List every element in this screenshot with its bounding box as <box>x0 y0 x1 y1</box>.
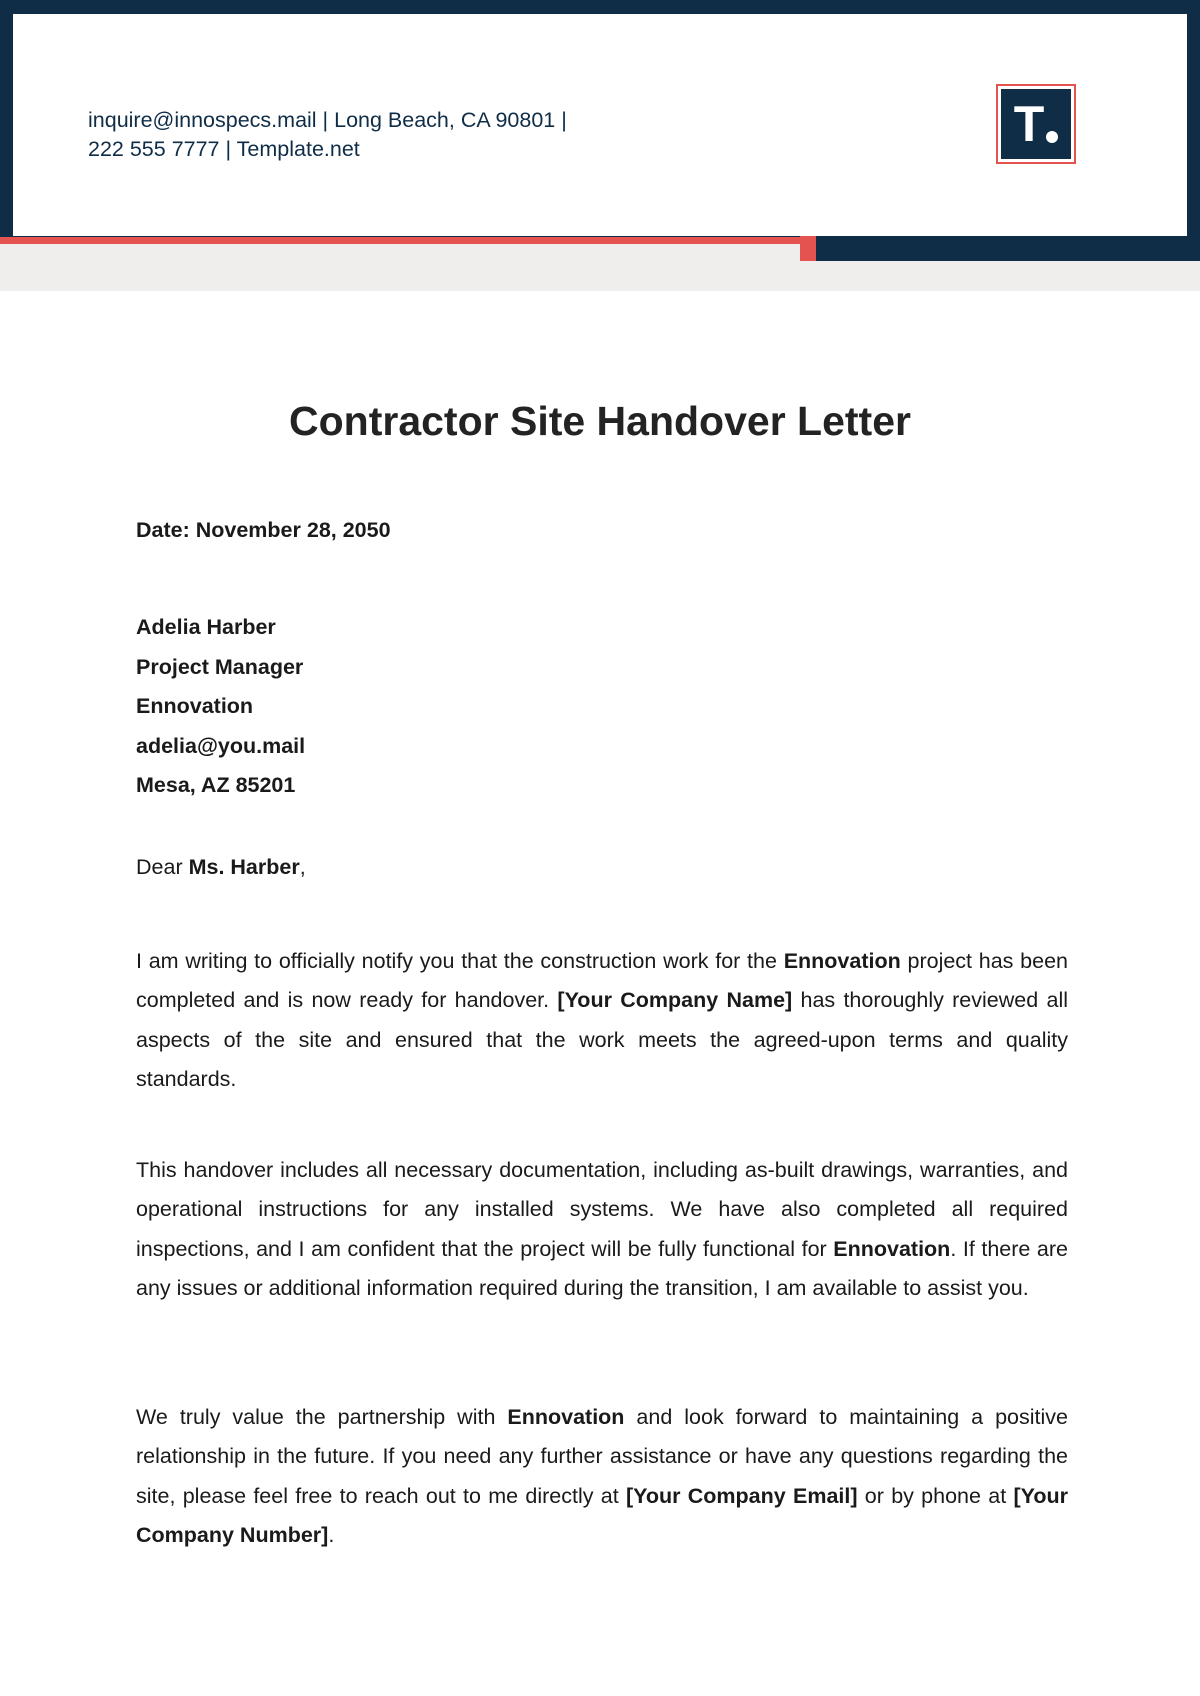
body-paragraph-3: We truly value the partnership with Ennovation and look forward to maintaining a positive relationship in the future. If you need any further assistance or have any questions regarding the site, please feel free to reach out to me directly at [Your Company Email] or by phone at [Your Company Number]. <box>136 1405 1068 1548</box>
logo-mark-icon <box>1001 89 1071 159</box>
logo-dot <box>1046 131 1058 143</box>
recipient-position: Project Manager <box>136 654 304 679</box>
recipient-company: Ennovation <box>136 694 254 718</box>
recipient-address: Mesa, AZ 85201 <box>136 773 296 797</box>
company-logo <box>996 84 1076 164</box>
recipient-block <box>136 608 305 806</box>
salutation: Dear Ms. Harber, <box>136 855 306 879</box>
logo-letter: T <box>1013 96 1045 152</box>
letter-date: Date: November 28, 2050 <box>136 518 391 542</box>
recipient-name: Adelia Harber <box>136 615 276 639</box>
contact-line-1: inquire@innospecs.mail | Long Beach, CA 90801 | <box>88 108 567 132</box>
salutation-name: Ms. Harber <box>188 855 300 879</box>
company-contact-info <box>88 106 728 164</box>
contact-line-2: 222 555 7777 | Template.net <box>88 137 360 161</box>
page-title: Contractor Site Handover Letter <box>289 398 911 444</box>
header-panel-extension <box>13 216 800 236</box>
body-paragraph-2: This handover includes all necessary documentation, including as-built drawings, warranties, and operational instructions for any installed systems. We have also completed all required inspections, and I am confident that the project will be fully functional for Ennovation. If there are any issues or additional information required during the transition, I am available to assist you. <box>136 1158 1069 1301</box>
header-accent-stripe <box>0 237 810 244</box>
body-paragraph-1: I am writing to officially notify you that the construction work for the Ennovation project has been completed and is now ready for handover. [Your Company Name] has thoroughly reviewed all aspects of the site and ensured that the work meets the agreed-upon terms and quality standards. <box>136 949 1068 1092</box>
recipient-email: adelia@you.mail <box>136 733 306 758</box>
